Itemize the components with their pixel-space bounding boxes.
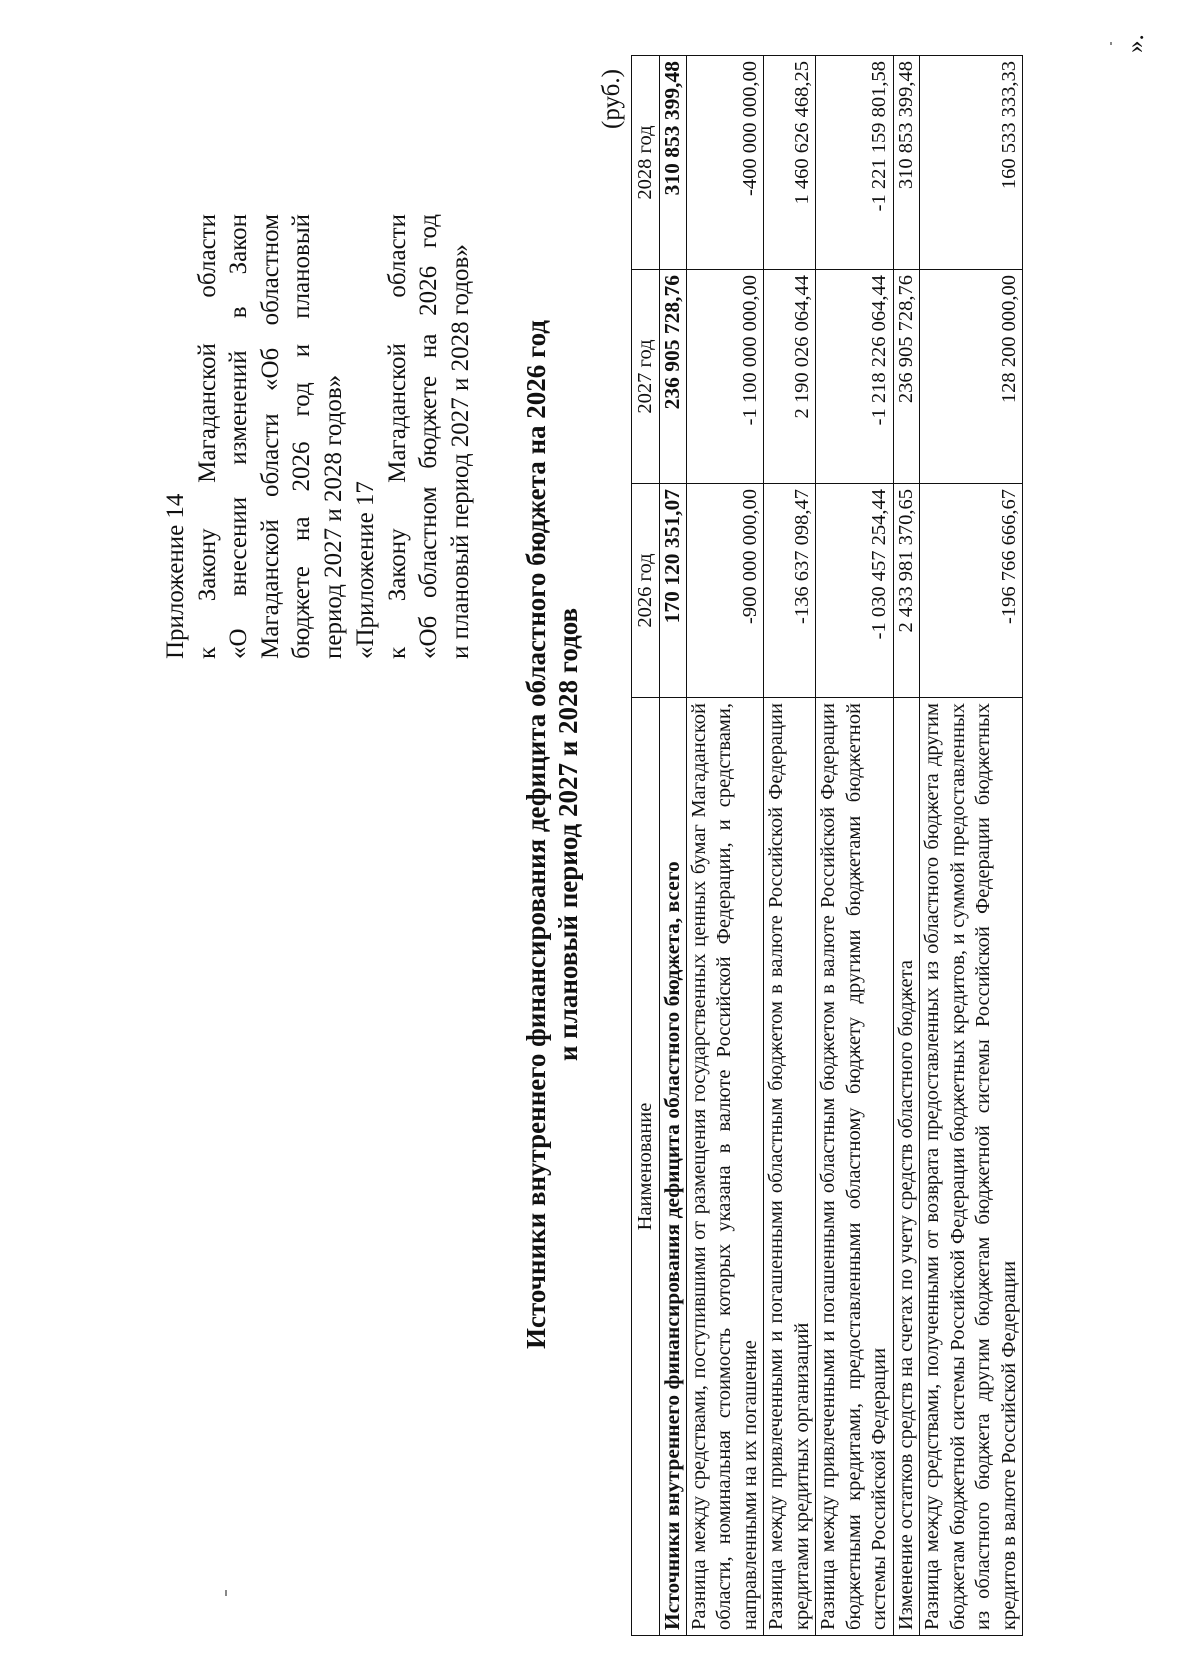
table-row	[893, 56, 920, 1636]
header-name: Наименование	[632, 698, 660, 1636]
row-value-2028: 1 460 626 468,25	[764, 56, 816, 270]
appendix-14-line: Приложение 14	[162, 493, 189, 659]
financing-sources-table	[631, 55, 1023, 1636]
appendix-17-line: «Приложение 17	[352, 481, 379, 659]
row-value-2027: 2 190 026 064,44	[764, 270, 816, 484]
header-2027: 2027 год	[632, 270, 660, 484]
row-name: Источники внутреннего финансирования дефицита областного бюджета, всего	[660, 698, 687, 1636]
row-value-2027: 236 905 728,76	[660, 270, 687, 484]
row-value-2026: -196 766 666,67	[920, 484, 1023, 698]
table-row	[920, 56, 1023, 1636]
title-line-2: и плановый период 2027 и 2028 годов	[553, 607, 583, 1062]
header-2026: 2026 год	[632, 484, 660, 698]
document-title	[520, 0, 584, 1669]
row-name: Разница между привлеченными и погашенными областным бюджетом в валюте Российской Федерации бюджетными кредитами, предоставленными областному бюджету другими бюджетами бюджетной системы Российской Федерации	[816, 698, 894, 1636]
row-value-2028: -400 000 000,00	[686, 56, 764, 270]
row-value-2026: 2 433 981 370,65	[893, 484, 920, 698]
row-name: Разница между средствами, поступившими от размещения государственных ценных бумаг Магаданской области, номинальная стоимость которых указана в валюте Российской Федерации, и средствами, направленными на их погашение	[686, 698, 764, 1636]
row-value-2027: 236 905 728,76	[893, 270, 920, 484]
row-name: Разница между средствами, полученными от возврата предоставленных из областного бюджета другим бюджетам бюджетной системы Российской Федерации бюджетных кредитов, и суммой предоставленных из областного бюджета другим бюджетам бюджетной системы Российской Федерации бюджетных кредитов в валюте Российской Федерации	[920, 698, 1023, 1636]
table-row-total	[660, 56, 687, 1636]
row-name: Изменение остатков средств на счетах по учету средств областного бюджета	[893, 698, 920, 1636]
title-line-1: Источники внутреннего финансирования дефицита областного бюджета на 2026 год	[521, 320, 551, 1349]
row-value-2028: 160 533 333,33	[920, 56, 1023, 270]
appendix-14-line: бюджете на 2026 год и плановый	[288, 214, 315, 659]
header-2028: 2028 год	[632, 56, 660, 270]
row-value-2028: 310 853 399,48	[660, 56, 687, 270]
appendix-14-line: период 2027 и 2028 годов»	[319, 374, 347, 659]
row-value-2026: -900 000 000,00	[686, 484, 764, 698]
appendix-17-header	[350, 214, 476, 659]
row-value-2028: 310 853 399,48	[893, 56, 920, 270]
scan-artifact	[225, 1590, 227, 1596]
row-value-2028: -1 221 159 801,58	[816, 56, 894, 270]
appendix-14-header	[160, 214, 349, 659]
row-value-2027: -1 218 226 064,44	[816, 270, 894, 484]
row-value-2026: 170 120 351,07	[660, 484, 687, 698]
row-value-2027: -1 100 000 000,00	[686, 270, 764, 484]
table-header-row	[632, 56, 660, 1636]
appendix-14-line: Магаданской области «Об областном	[256, 214, 284, 659]
table-row	[764, 56, 816, 1636]
row-name: Разница между привлеченными и погашенными областным бюджетом в валюте Российской Федерации кредитами кредитных организаций	[764, 698, 816, 1636]
scan-artifact	[1110, 42, 1112, 45]
appendix-14-line: «О внесении изменений в Закон	[225, 214, 252, 659]
table-row	[686, 56, 764, 1636]
appendix-14-line: к Закону Магаданской области	[193, 214, 221, 659]
unit-label: (руб.)	[598, 69, 625, 129]
row-value-2027: 128 200 000,00	[920, 270, 1023, 484]
closing-quote: ».	[1122, 34, 1149, 53]
appendix-17-line: «Об областном бюджете на 2026 год	[415, 214, 442, 659]
appendix-17-line: к Закону Магаданской области	[383, 214, 411, 659]
table-row	[816, 56, 894, 1636]
appendix-17-line: и плановый период 2027 и 2028 годов»	[446, 244, 474, 659]
row-value-2026: -136 637 098,47	[764, 484, 816, 698]
row-value-2026: -1 030 457 254,44	[816, 484, 894, 698]
